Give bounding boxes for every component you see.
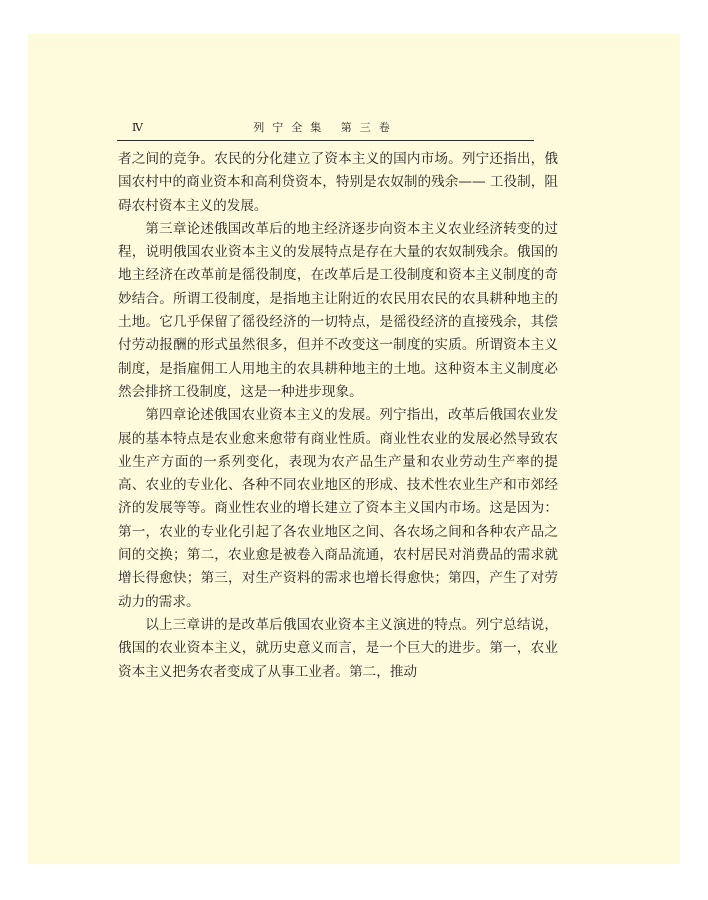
paragraph: 第四章论述俄国农业资本主义的发展。列宁指出，改革后俄国农业发展的基本特点是农业愈来愈带有商业性质。商业性农业的发展必然导致农业生产方面的一系列变化，表现为农产品生产量和农业劳动生产率的提高、农业的专业化、各种不同农业地区的形成、技术性农业生产和市郊经济的发展等等。商业性农业的增长建立了资本主义国内市场。这是因为：第一，农业的专业化引起了各农业地区之间、各农场之间和各种农产品之间的交换；第二，农业愈是被卷入商品流通，农村居民对消费品的需求就增长得愈快；第三，对生产资料的需求也增长得愈快；第四，产生了对劳动力的需求。 [118, 407, 558, 610]
body-text [118, 148, 558, 684]
running-header [117, 118, 534, 141]
paragraph: 以上三章讲的是改革后俄国农业资本主义演进的特点。列宁总结说，俄国的农业资本主义，就历史意义而言，是一个巨大的进步。第一，农业资本主义把务农者变成了从事工业者。第二，推动 [118, 616, 558, 680]
paragraph: 第三章论述俄国改革后的地主经济逐步向资本主义农业经济转变的过程，说明俄国农业资本主义的发展特点是存在大量的农奴制残余。俄国的地主经济在改革前是徭役制度，在改革后是工役制度和资本主义制度的奇妙结合。所谓工役制度，是指地主让附近的农民用农民的农具耕种地主的土地。它几乎保留了徭役经济的一切特点，是徭役经济的直接残余，其偿付劳动报酬的形式虽然很多，但并不改变这一制度的实质。所谓资本主义制度，是指雇佣工人用地主的农具耕种地主的土地。这种资本主义制度必然会排挤工役制度，这是一种进步现象。 [118, 220, 558, 400]
running-title: 列宁全集 第三卷 [253, 121, 398, 134]
paragraph: 者之间的竞争。农民的分化建立了资本主义的国内市场。列宁还指出，俄国农村中的商业资本和高利贷资本，特别是农奴制的残余—— 工役制，阻碍农村资本主义的发展。 [118, 151, 558, 214]
page-number: Ⅳ [132, 121, 143, 134]
